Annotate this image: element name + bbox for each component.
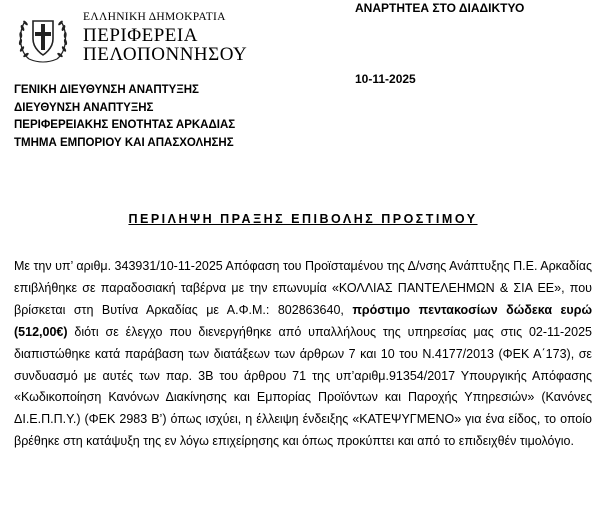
hellenic-republic-emblem-icon [15, 9, 71, 65]
document-date: 10-11-2025 [355, 72, 416, 86]
region-name-line1: ΠΕΡΙΦΕΡΕΙΑ [83, 25, 198, 46]
department-block [14, 82, 235, 152]
department-line: ΤΜΗΜΑ ΕΜΠΟΡΙΟΥ ΚΑΙ ΑΠΑΣΧΟΛΗΣΗΣ [14, 136, 234, 149]
document-title [0, 212, 606, 226]
fine-amount: πρόστιμο πεντακοσίων δώδεκα ευρώ (512,00€) [14, 302, 592, 339]
department-line: ΓΕΝΙΚΗ ΔΙΕΥΘΥΝΣΗ ΑΝΑΠΤΥΞΗΣ [14, 84, 199, 96]
region-name-line2: ΠΕΛΟΠΟΝΝΗΣΟΥ [83, 44, 248, 65]
department-line: ΔΙΕΥΘΥΝΣΗ ΑΝΑΠΤΥΞΗΣ [14, 101, 154, 114]
body-paragraph [14, 256, 592, 453]
body-text-part1: Με την υπ’ αριθμ. 343931/10-11-2025 Απόφαση του Προϊσταμένου της Δ/νσης Ανάπτυξης Π.Ε. Αρκαδίας επιβλήθηκε σε παραδοσιακή ταβέρνα με την επωνυμία «ΚΟΛΛΙΑΣ ΠΑΝΤΕΛΕΗΜΩΝ & ΣΙΑ ΕΕ», που βρίσκεται στη Βυτίνα Αρκαδίας με Α.Φ.Μ.: 802863640, [14, 259, 592, 317]
document-title-text: ΠΕΡΙΛΗΨΗ ΠΡΑΞΗΣ ΕΠΙΒΟΛΗΣ ΠΡΟΣΤΙΜΟΥ [128, 212, 478, 226]
body-text-part2: διότι σε έλεγχο που διενεργήθηκε από υπαλλήλους της υπηρεσίας μας στις 02-11-2025 διαπιστώθηκε κατά παράβαση των διατάξεων των άρθρων 7 και 10 του Ν.4177/2013 (ΦΕΚ Α΄173), σε συνδυασμό με αυτές των παρ. 3Β του άρθρου 71 της υπ’αριθμ.91354/2017 Υπουργικής Απόφασης «Κωδικοποίηση Κανόνων Διακίνησης και Εμπορίας Προϊόντων και Παροχής Υπηρεσιών» (Κανόνες ΔΙ.Ε.Π.Π.Υ.) (ΦΕΚ 2983 Β’) όπως ισχύει, η έλλειψη ένδειξης «ΚΑΤΕΨΥΓΜΕΝΟ» για ένα είδος, το οποίο βρέθηκε στη κατάψυξη της εν λόγω επιχείρησης και όπως προκύπτει και από το επιδειχθέν τιμολόγιο. [14, 324, 592, 449]
posting-note: ΑΝΑΡΤΗΤΕΑ ΣΤΟ ΔΙΑΔΙΚΤΥΟ [355, 1, 525, 15]
department-line: ΠΕΡΙΦΕΡΕΙΑΚΗΣ ΕΝΟΤΗΤΑΣ ΑΡΚΑΔΙΑΣ [14, 119, 236, 131]
government-name: ΕΛΛΗΝΙΚΗ ΔΗΜΟΚΡΑΤΙΑ [83, 11, 226, 23]
